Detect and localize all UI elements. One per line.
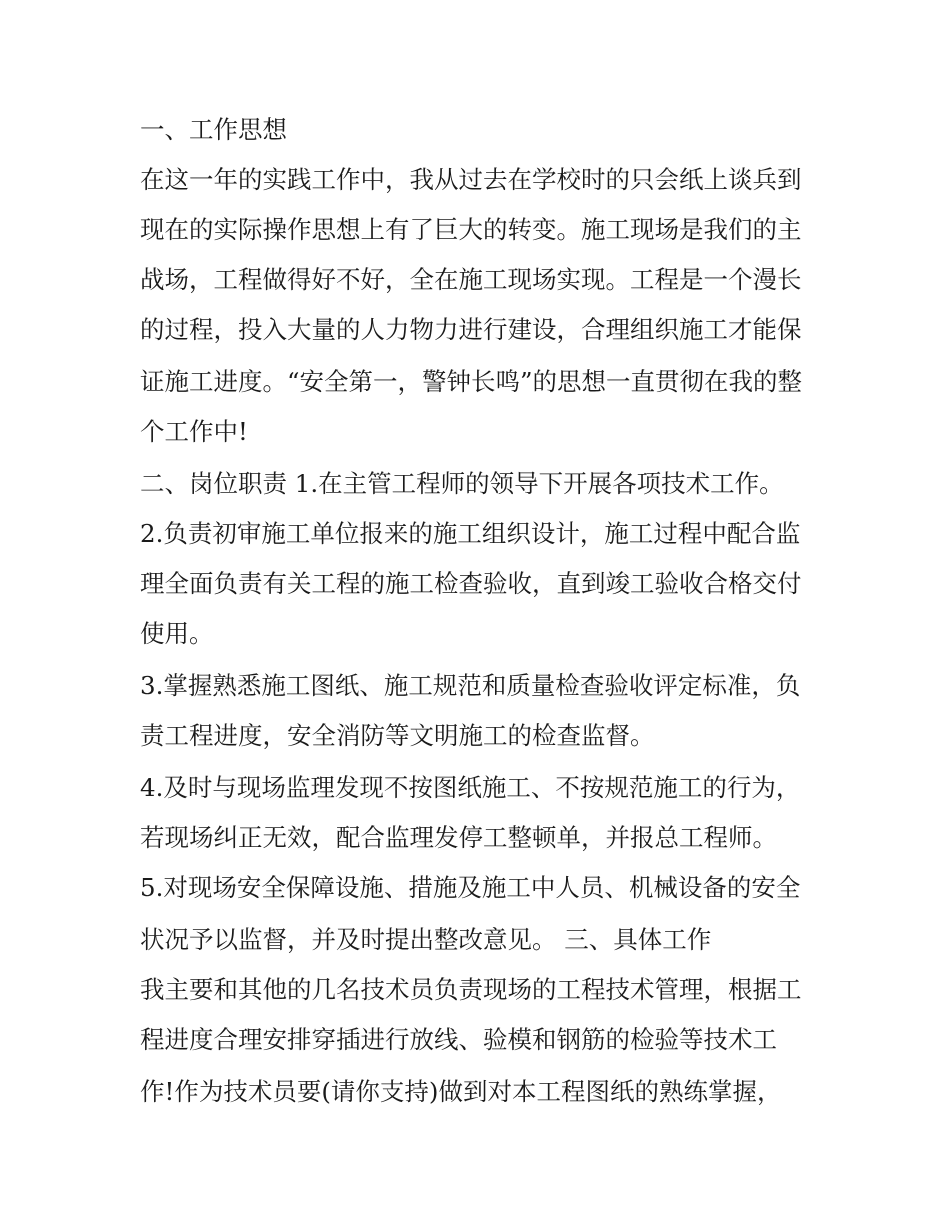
paragraph-line: 5.对现场安全保障设施、措施及施工中人员、机械设备的安全 [140,873,801,902]
paragraph-line: 证施工进度。“安全第一，警钟长鸣”的思想一直贯彻在我的整 [140,367,803,396]
paragraph-line: 理全面负责有关工程的施工检查验收，直到竣工验收合格交付 [140,569,802,598]
paragraph-line: 个工作中! [140,417,248,446]
paragraph-line: 若现场纠正无效，配合监理发停工整顿单，并报总工程师。 [140,823,777,852]
paragraph-line: 战场，工程做得好不好，全在施工现场实现。工程是一个漫长 [140,265,802,294]
paragraph-line: 作!作为技术员要(请你支持)做到对本工程图纸的熟练掌握， [140,1077,782,1106]
paragraph-line: 2.负责初审施工单位报来的施工组织设计，施工过程中配合监 [140,519,801,548]
paragraph-line: 的过程，投入大量的人力物力进行建设，合理组织施工才能保 [140,315,802,344]
paragraph-line: 现在的实际操作思想上有了巨大的转变。施工现场是我们的主 [140,215,802,244]
paragraph-line: 使用。 [140,619,214,648]
paragraph-line: 4.及时与现场监理发现不按图纸施工、不按规范施工的行为， [140,773,801,802]
paragraph-line: 状况予以监督，并及时提出整改意见。 三、具体工作 [140,925,712,954]
paragraph-line: 3.掌握熟悉施工图纸、施工规范和质量检查验收评定标准，负 [140,671,801,700]
paragraph-line: 程进度合理安排穿插进行放线、验模和钢筋的检验等技术工 [140,1025,777,1054]
section-heading: 一、工作思想 [140,115,287,144]
paragraph-line: 我主要和其他的几名技术员负责现场的工程技术管理，根据工 [140,975,802,1004]
section-heading: 二、岗位职责 1.在主管工程师的领导下开展各项技术工作。 [140,469,784,498]
paragraph-line: 在这一年的实践工作中，我从过去在学校时的只会纸上谈兵到 [140,165,802,194]
paragraph-line: 责工程进度，安全消防等文明施工的检查监督。 [140,721,655,750]
